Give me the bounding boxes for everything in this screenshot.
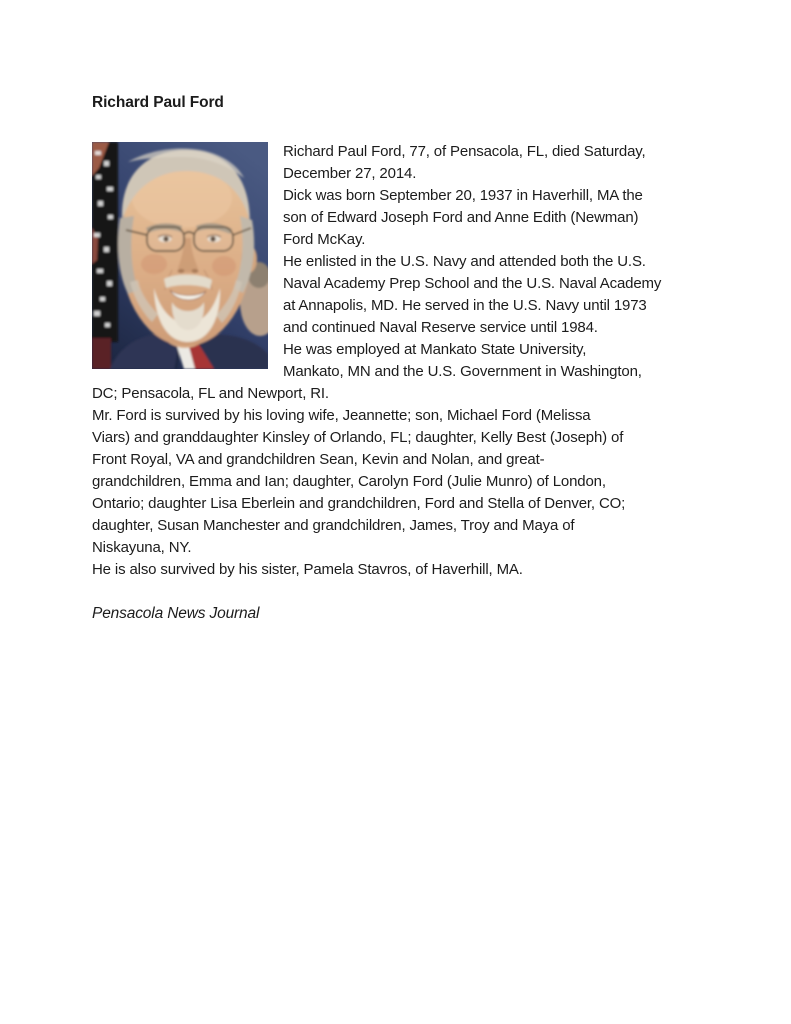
- obituary-line: Mankato, MN and the U.S. Government in Washington,: [283, 363, 642, 380]
- text-beside-photo: [283, 141, 713, 383]
- obituary-line: Viars) and granddaughter Kinsley of Orlando, FL; daughter, Kelly Best (Joseph) of: [92, 429, 624, 446]
- obituary-line: Ford McKay.: [283, 231, 366, 248]
- obituary-line: He enlisted in the U.S. Navy and attended both the U.S.: [283, 253, 646, 270]
- obituary-line: Ontario; daughter Lisa Eberlein and grandchildren, Ford and Stella of Denver, CO;: [92, 495, 626, 512]
- text-below-photo: [92, 383, 713, 581]
- obituary-line: Mr. Ford is survived by his loving wife, Jeannette; son, Michael Ford (Melissa: [92, 407, 591, 424]
- portrait-photo: [92, 142, 268, 369]
- maroon-corner: [92, 338, 111, 369]
- credit-line: Pensacola News Journal: [92, 605, 260, 622]
- obituary-line: Dick was born September 20, 1937 in Haverhill, MA the: [283, 187, 643, 204]
- obituary-line: grandchildren, Emma and Ian; daughter, Carolyn Ford (Julie Munro) of London,: [92, 473, 606, 490]
- obituary-line: Front Royal, VA and grandchildren Sean, Kevin and Nolan, and great-: [92, 451, 545, 468]
- obituary-line: He is also survived by his sister, Pamela Stavros, of Haverhill, MA.: [92, 561, 523, 578]
- obituary-line: daughter, Susan Manchester and grandchildren, James, Troy and Maya of: [92, 517, 575, 534]
- obituary-line: DC; Pensacola, FL and Newport, RI.: [92, 385, 329, 402]
- obituary-line: and continued Naval Reserve service until 1984.: [283, 319, 598, 336]
- obituary-title: Richard Paul Ford: [92, 94, 224, 111]
- obituary-line: Niskayuna, NY.: [92, 539, 192, 556]
- obituary-line: at Annapolis, MD. He served in the U.S. Navy until 1973: [283, 297, 647, 314]
- obituary-line: Richard Paul Ford, 77, of Pensacola, FL, died Saturday,: [283, 143, 646, 160]
- obituary-line: Naval Academy Prep School and the U.S. Naval Academy: [283, 275, 662, 292]
- portrait-photo-illustration: [92, 142, 268, 369]
- obituary-content: [92, 141, 713, 625]
- obituary-line: December 27, 2014.: [283, 165, 417, 182]
- obituary-line: He was employed at Mankato State University,: [283, 341, 587, 358]
- obituary-line: son of Edward Joseph Ford and Anne Edith (Newman): [283, 209, 639, 226]
- photo-and-text-row: [92, 141, 713, 383]
